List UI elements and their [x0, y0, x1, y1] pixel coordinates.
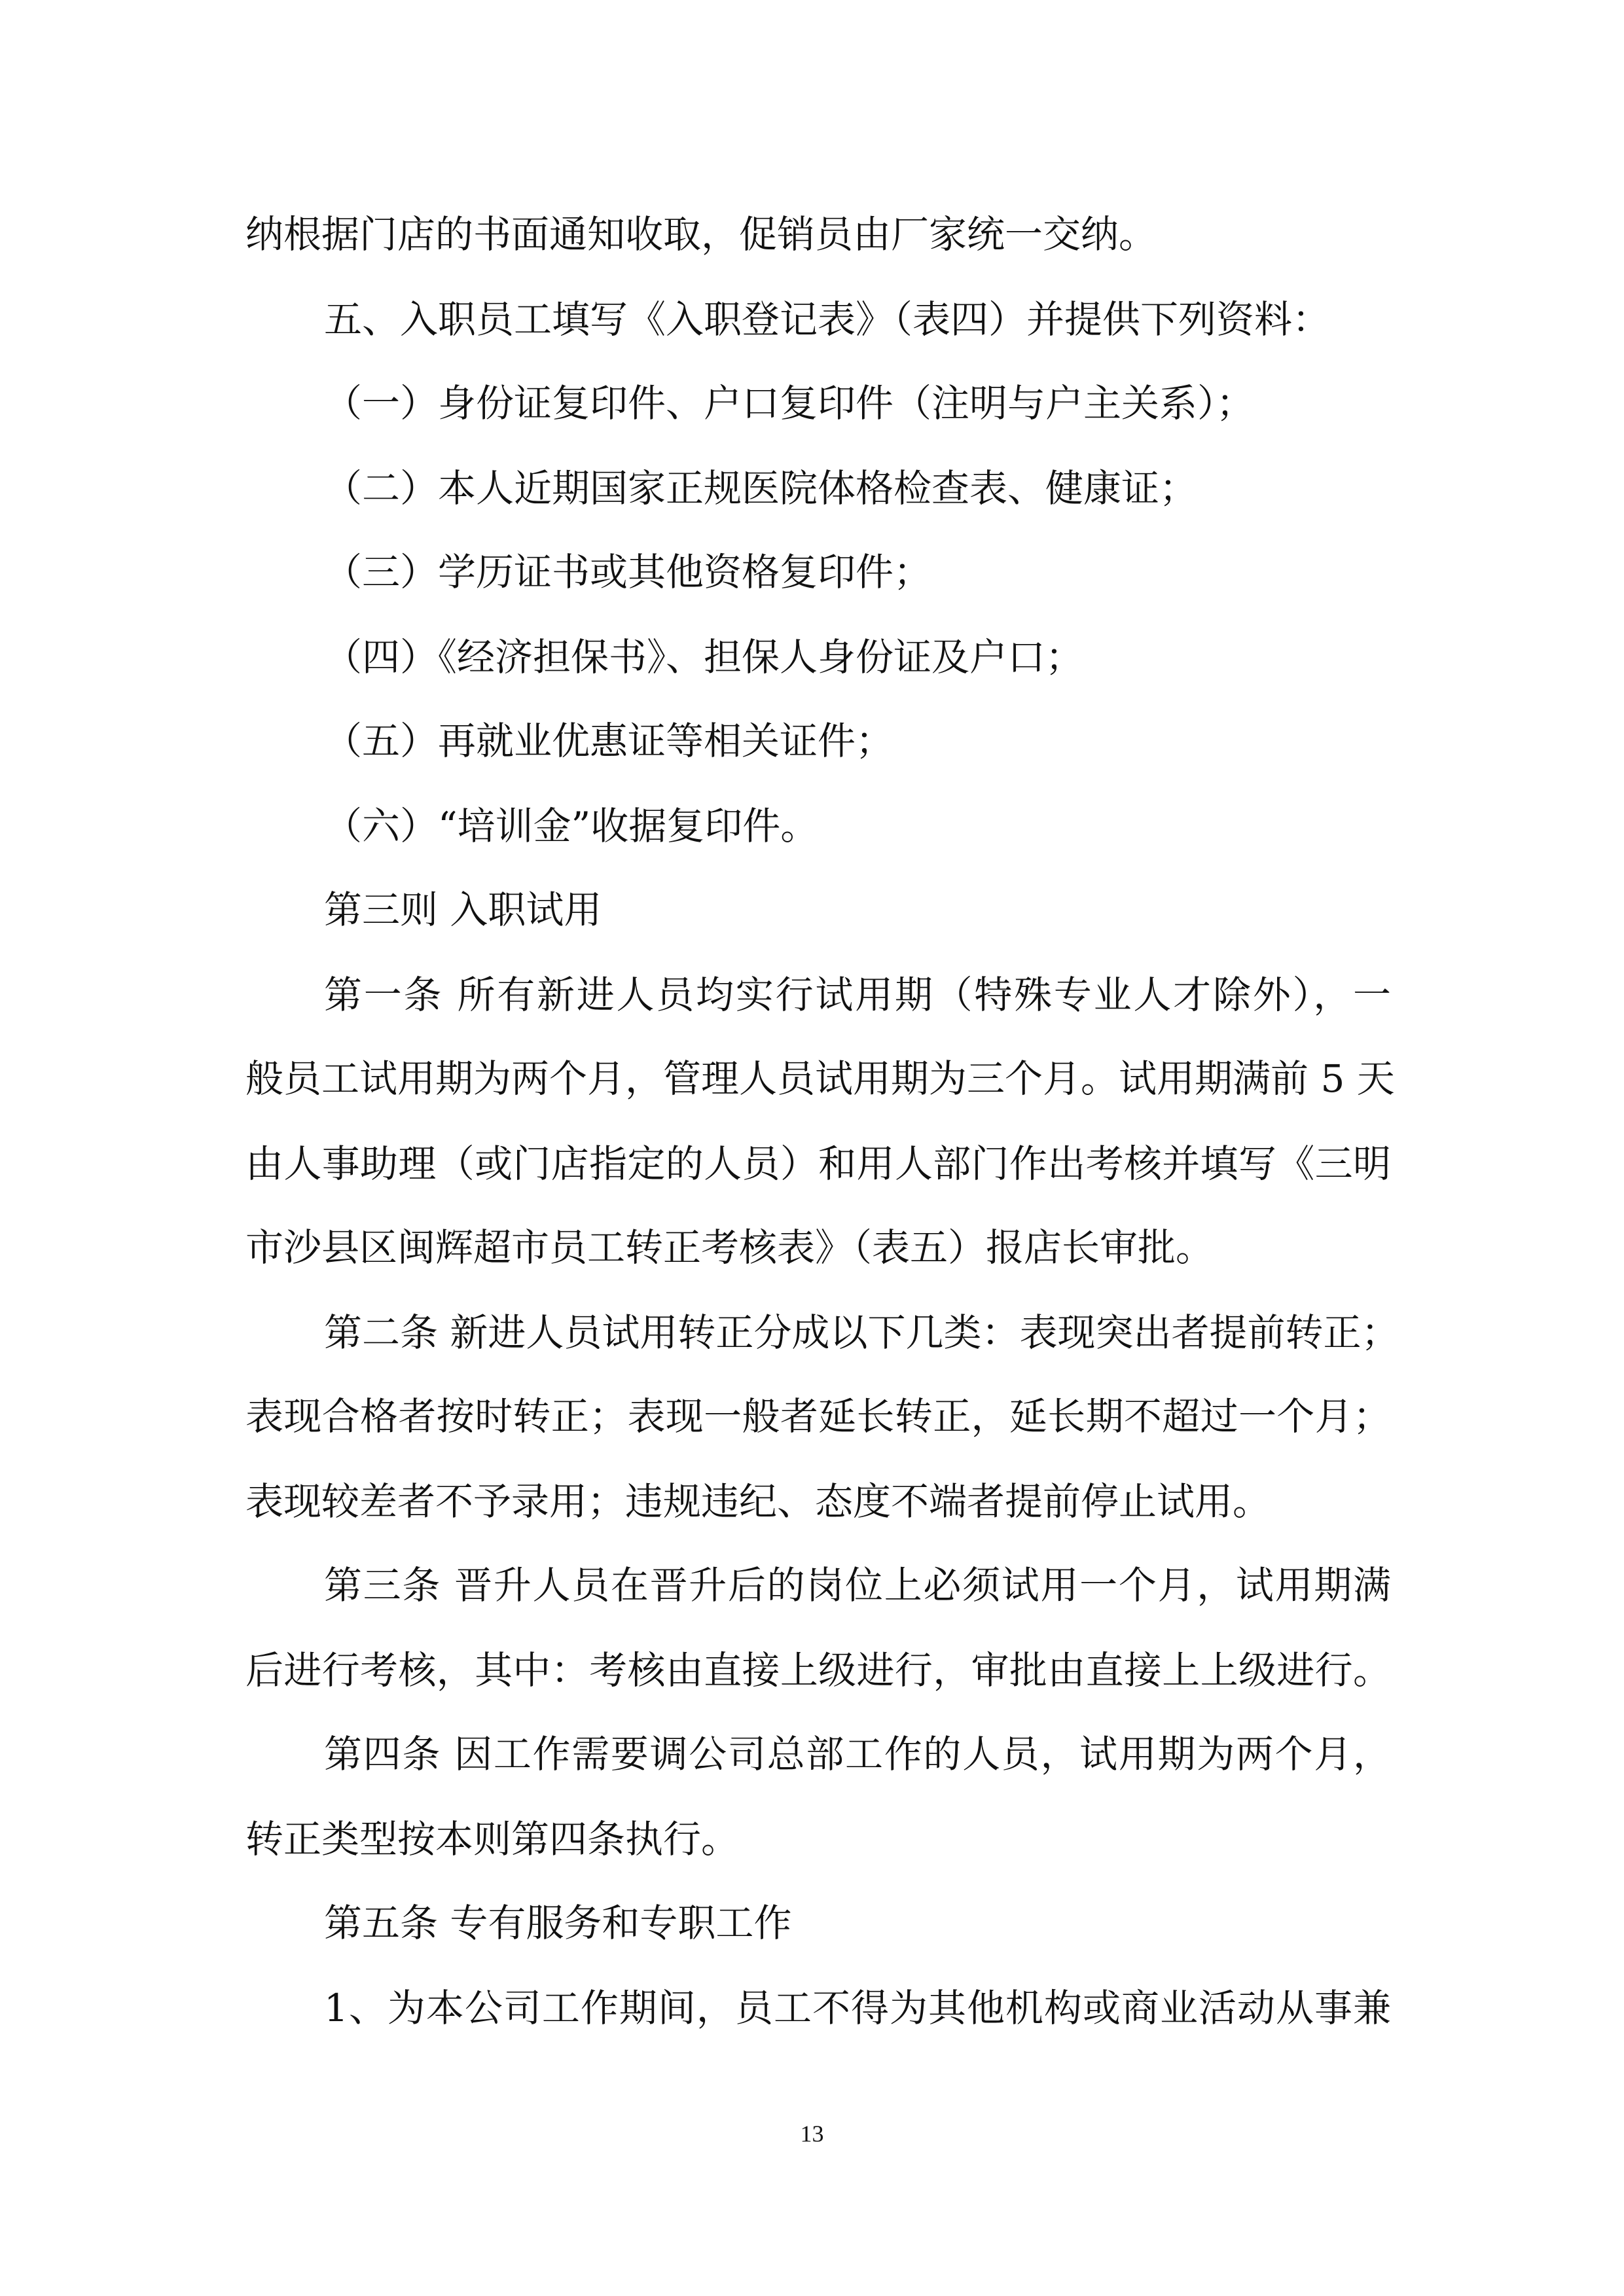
text-line: （三）学历证书或其他资格复印件； — [324, 550, 932, 594]
text-line: （一）身份证复印件、户口复印件（注明与户主关系）； — [324, 381, 1255, 425]
text-line: （二）本人近期国家正规医院体格检查表、健康证； — [324, 466, 1198, 511]
text-line: 第二条 新进人员试用转正分成以下几类：表现突出者提前转正； — [324, 1310, 1399, 1355]
text-line: 1、为本公司工作期间，员工不得为其他机构或商业活动从事兼 — [324, 1986, 1391, 2030]
text-line: 纳根据门店的书面通知收取，促销员由厂家统一交纳。 — [245, 212, 1157, 257]
text-line: 第三条 晋升人员在晋升后的岗位上必须试用一个月，试用期满 — [324, 1563, 1391, 1607]
section-heading: 第三则 入职试用 — [324, 888, 602, 932]
text-line: 五、入职员工填写《入职登记表》（表四）并提供下列资料： — [324, 297, 1331, 342]
text-line: 第五条 专有服务和专职工作 — [324, 1901, 792, 1945]
text-line: 表现合格者按时转正；表现一般者延长转正，延长期不超过一个月； — [245, 1394, 1391, 1439]
text-line: 第一条 所有新进人员均实行试用期（特殊专业人才除外），一 — [324, 973, 1391, 1017]
text-line: 由人事助理（或门店指定的人员）和用人部门作出考核并填写《三明 — [245, 1141, 1391, 1186]
text-line: （六）“培训金”收据复印件。 — [324, 804, 819, 848]
text-line: 表现较差者不予录用；违规违纪、态度不端者提前停止试用。 — [245, 1479, 1271, 1524]
text-line: 转正类型按本则第四条执行。 — [245, 1817, 740, 1861]
text-line: 般员工试用期为两个月，管理人员试用期为三个月。试用期满前 5 天 — [245, 1056, 1395, 1101]
page-number: 13 — [800, 2121, 824, 2147]
text-line: （五）再就业优惠证等相关证件； — [324, 719, 894, 763]
text-line: 第四条 因工作需要调公司总部工作的人员，试用期为两个月， — [324, 1732, 1391, 1776]
text-line: 后进行考核，其中：考核由直接上级进行，审批由直接上上级进行。 — [245, 1648, 1391, 1693]
text-line: 市沙县区闽辉超市员工转正考核表》（表五）报店长审批。 — [245, 1225, 1214, 1270]
text-line: （四）《经济担保书》、担保人身份证及户口； — [324, 635, 1084, 679]
